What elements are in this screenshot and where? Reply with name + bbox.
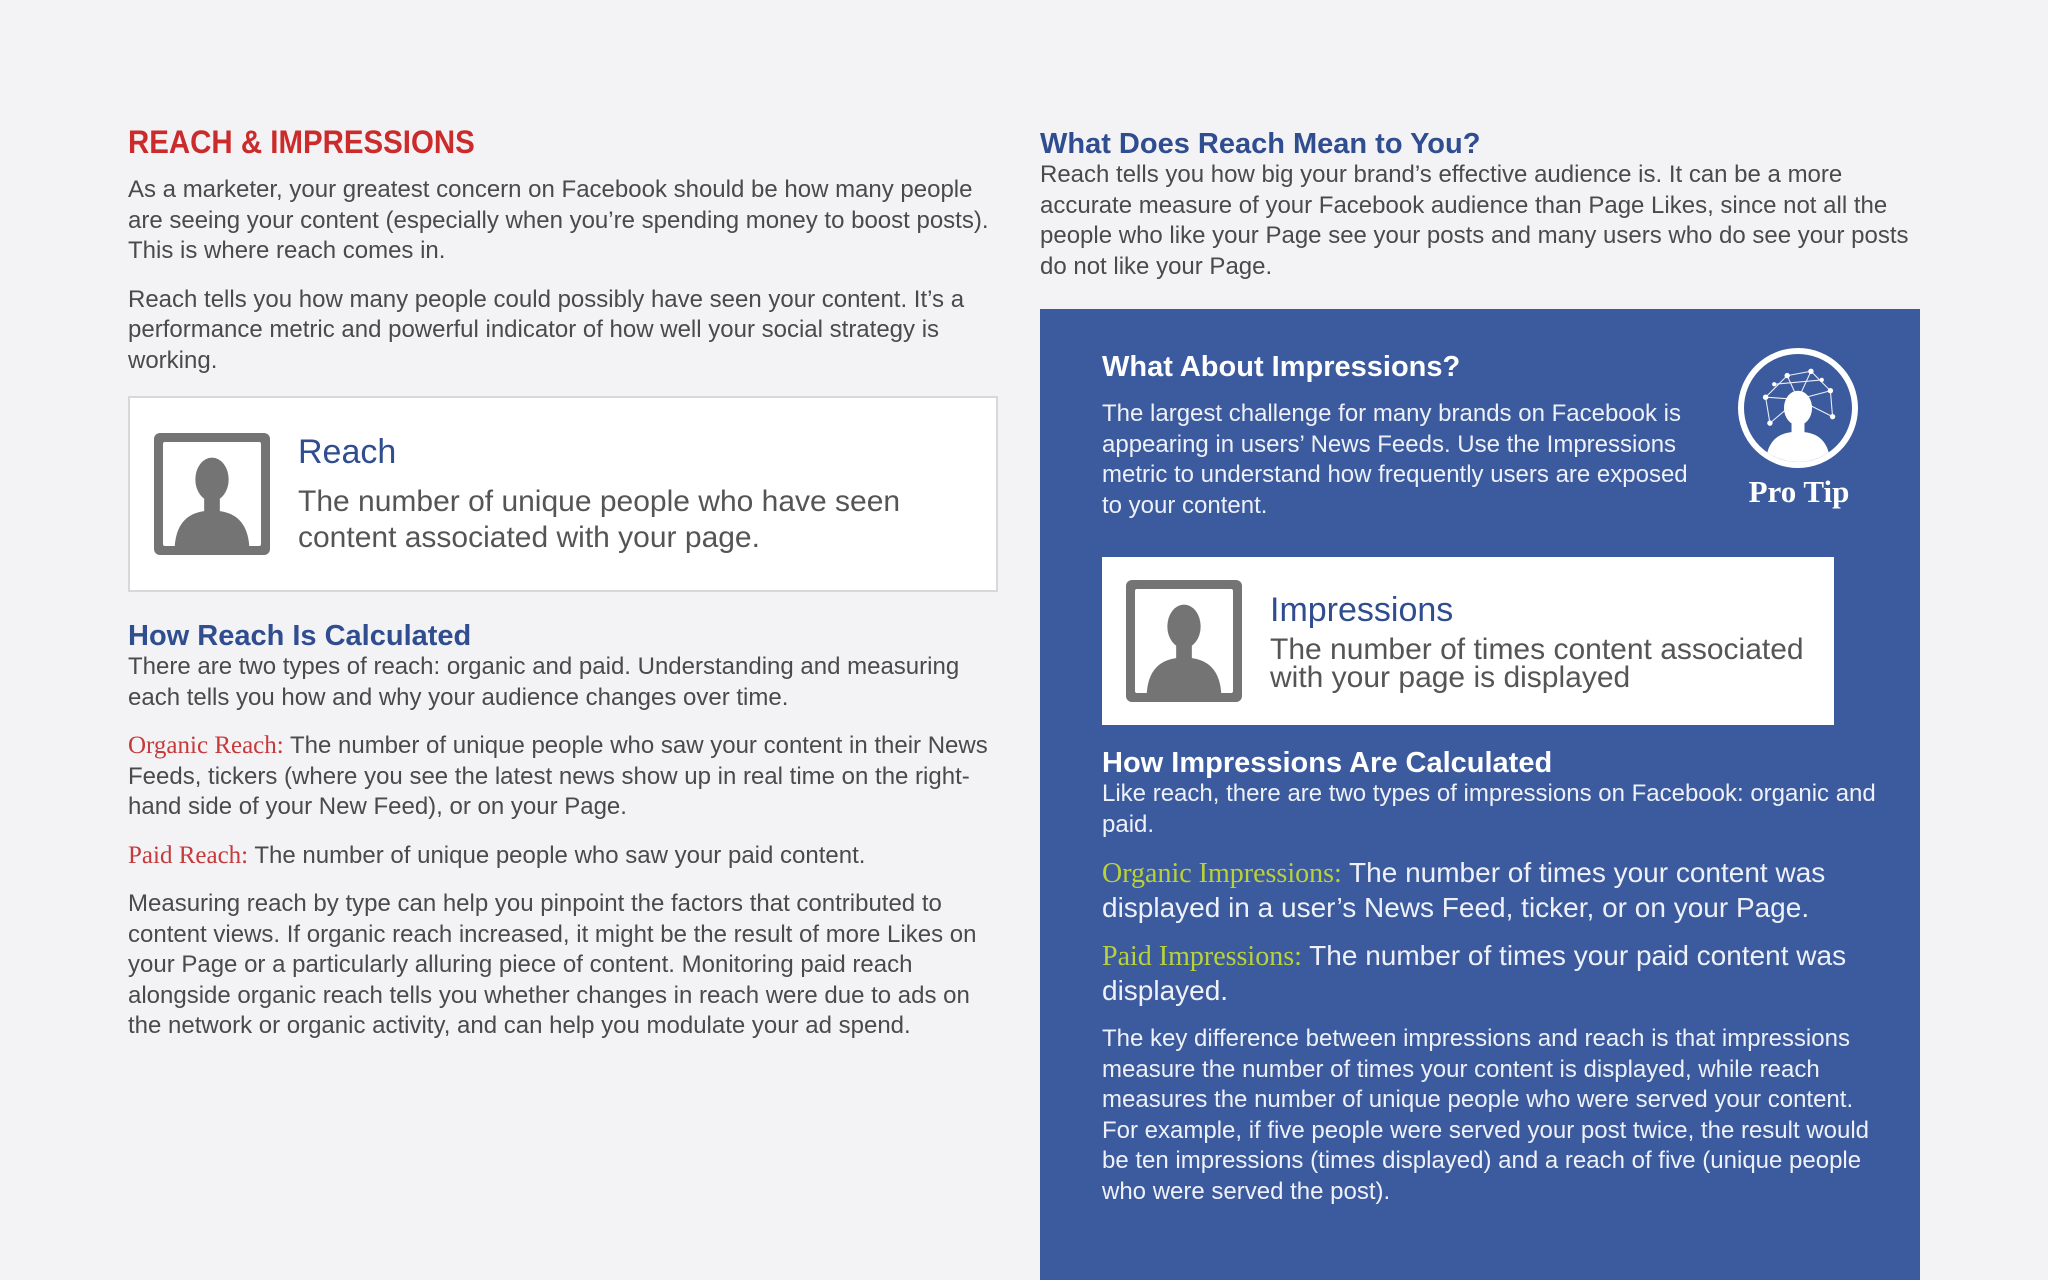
paid-reach-text: The number of unique people who saw your paid content. bbox=[248, 841, 866, 869]
person-silhouette-icon bbox=[1126, 580, 1242, 702]
reach-definition-card bbox=[128, 396, 998, 592]
intro-paragraph-1: As a marketer, your greatest concern on Facebook should be how many people are seeing your content (especially when you’re spending money to boost posts). This is where reach comes in. bbox=[128, 176, 989, 264]
left-column bbox=[128, 124, 998, 1060]
reach-types-paragraph: There are two types of reach: organic and paid. Understanding and measuring each tells you how and why your audience changes over time. bbox=[128, 653, 960, 711]
organic-reach-text: The number of unique people who saw your content in their News Feeds, tickers (where you see the latest news show up in real time on the right-hand side of your New Feed), or on your Page. bbox=[128, 732, 988, 820]
key-difference-paragraph: The key difference between impressions and reach is that impressions measure the number of times your content is displayed, while reach measures the number of unique people who were served your content. For example, if five people were served your post twice, the result would be ten impressions (times displayed) and a reach of five (unique people who were served the post). bbox=[1102, 1025, 1870, 1205]
impressions-card-title: Impressions bbox=[1270, 590, 1454, 629]
paid-reach-paragraph bbox=[128, 841, 998, 872]
pro-tip-label: Pro Tip bbox=[1748, 474, 1850, 509]
reach-card-description: The number of unique people who have seen content associated with your page. bbox=[298, 484, 901, 554]
paid-impressions-label: Paid Impressions: bbox=[1102, 941, 1302, 972]
paid-reach-label: Paid Reach: bbox=[128, 841, 249, 869]
page-title: REACH & IMPRESSIONS bbox=[128, 124, 475, 160]
how-reach-calculated-heading: How Reach Is Calculated bbox=[128, 620, 472, 652]
impressions-definition-card bbox=[1102, 557, 1834, 725]
how-impressions-calculated-heading: How Impressions Are Calculated bbox=[1102, 747, 1553, 779]
impressions-types-paragraph: Like reach, there are two types of impressions on Facebook: organic and paid. bbox=[1102, 780, 1876, 838]
organic-reach-label: Organic Reach: bbox=[128, 732, 284, 759]
organic-impressions-label: Organic Impressions: bbox=[1102, 858, 1342, 889]
impressions-intro: The largest challenge for many brands on Facebook is appearing in users’ News Feeds. Use the Impressions metric to understand how frequently users are exposed to your content. bbox=[1102, 400, 1688, 519]
paid-impressions-paragraph bbox=[1102, 939, 1892, 1008]
pro-tip-badge bbox=[1738, 348, 1860, 510]
paid-impressions-text: The number of times your paid content was displayed. bbox=[1102, 940, 1847, 1006]
impressions-heading: What About Impressions? bbox=[1102, 351, 1461, 383]
organic-reach-paragraph bbox=[128, 731, 998, 823]
reach-card-title: Reach bbox=[298, 432, 397, 471]
intro-paragraph-2: Reach tells you how many people could possibly have seen your content. It’s a performance metric and powerful indicator of how well your social strategy is working. bbox=[128, 285, 965, 374]
impressions-card-description: The number of times content associated with your page is displayed bbox=[1270, 632, 1804, 694]
person-silhouette-icon bbox=[154, 433, 270, 555]
reach-meaning-paragraph: Reach tells you how big your brand’s effective audience is. It can be a more accurate measure of your Facebook audience than Page Likes, since not all the people who like your Page see your posts and many users who do see your posts do not like your Page. bbox=[1040, 161, 1909, 280]
organic-impressions-text: The number of times your content was displayed in a user’s News Feed, ticker, or on your Page. bbox=[1102, 857, 1826, 923]
reach-meaning-heading: What Does Reach Mean to You? bbox=[1040, 128, 1481, 160]
measuring-reach-paragraph: Measuring reach by type can help you pinpoint the factors that contributed to content views. If organic reach increased, it might be the result of more Likes on your Page or a particularly alluring piece of content. Monitoring paid reach alongside organic reach tells you whether changes in reach were due to ads on the network or organic activity, and can help you modulate your ad spend. bbox=[128, 890, 977, 1039]
network-head-icon bbox=[1738, 348, 1858, 468]
organic-impressions-paragraph bbox=[1102, 856, 1892, 925]
right-column-intro bbox=[1040, 128, 1920, 300]
